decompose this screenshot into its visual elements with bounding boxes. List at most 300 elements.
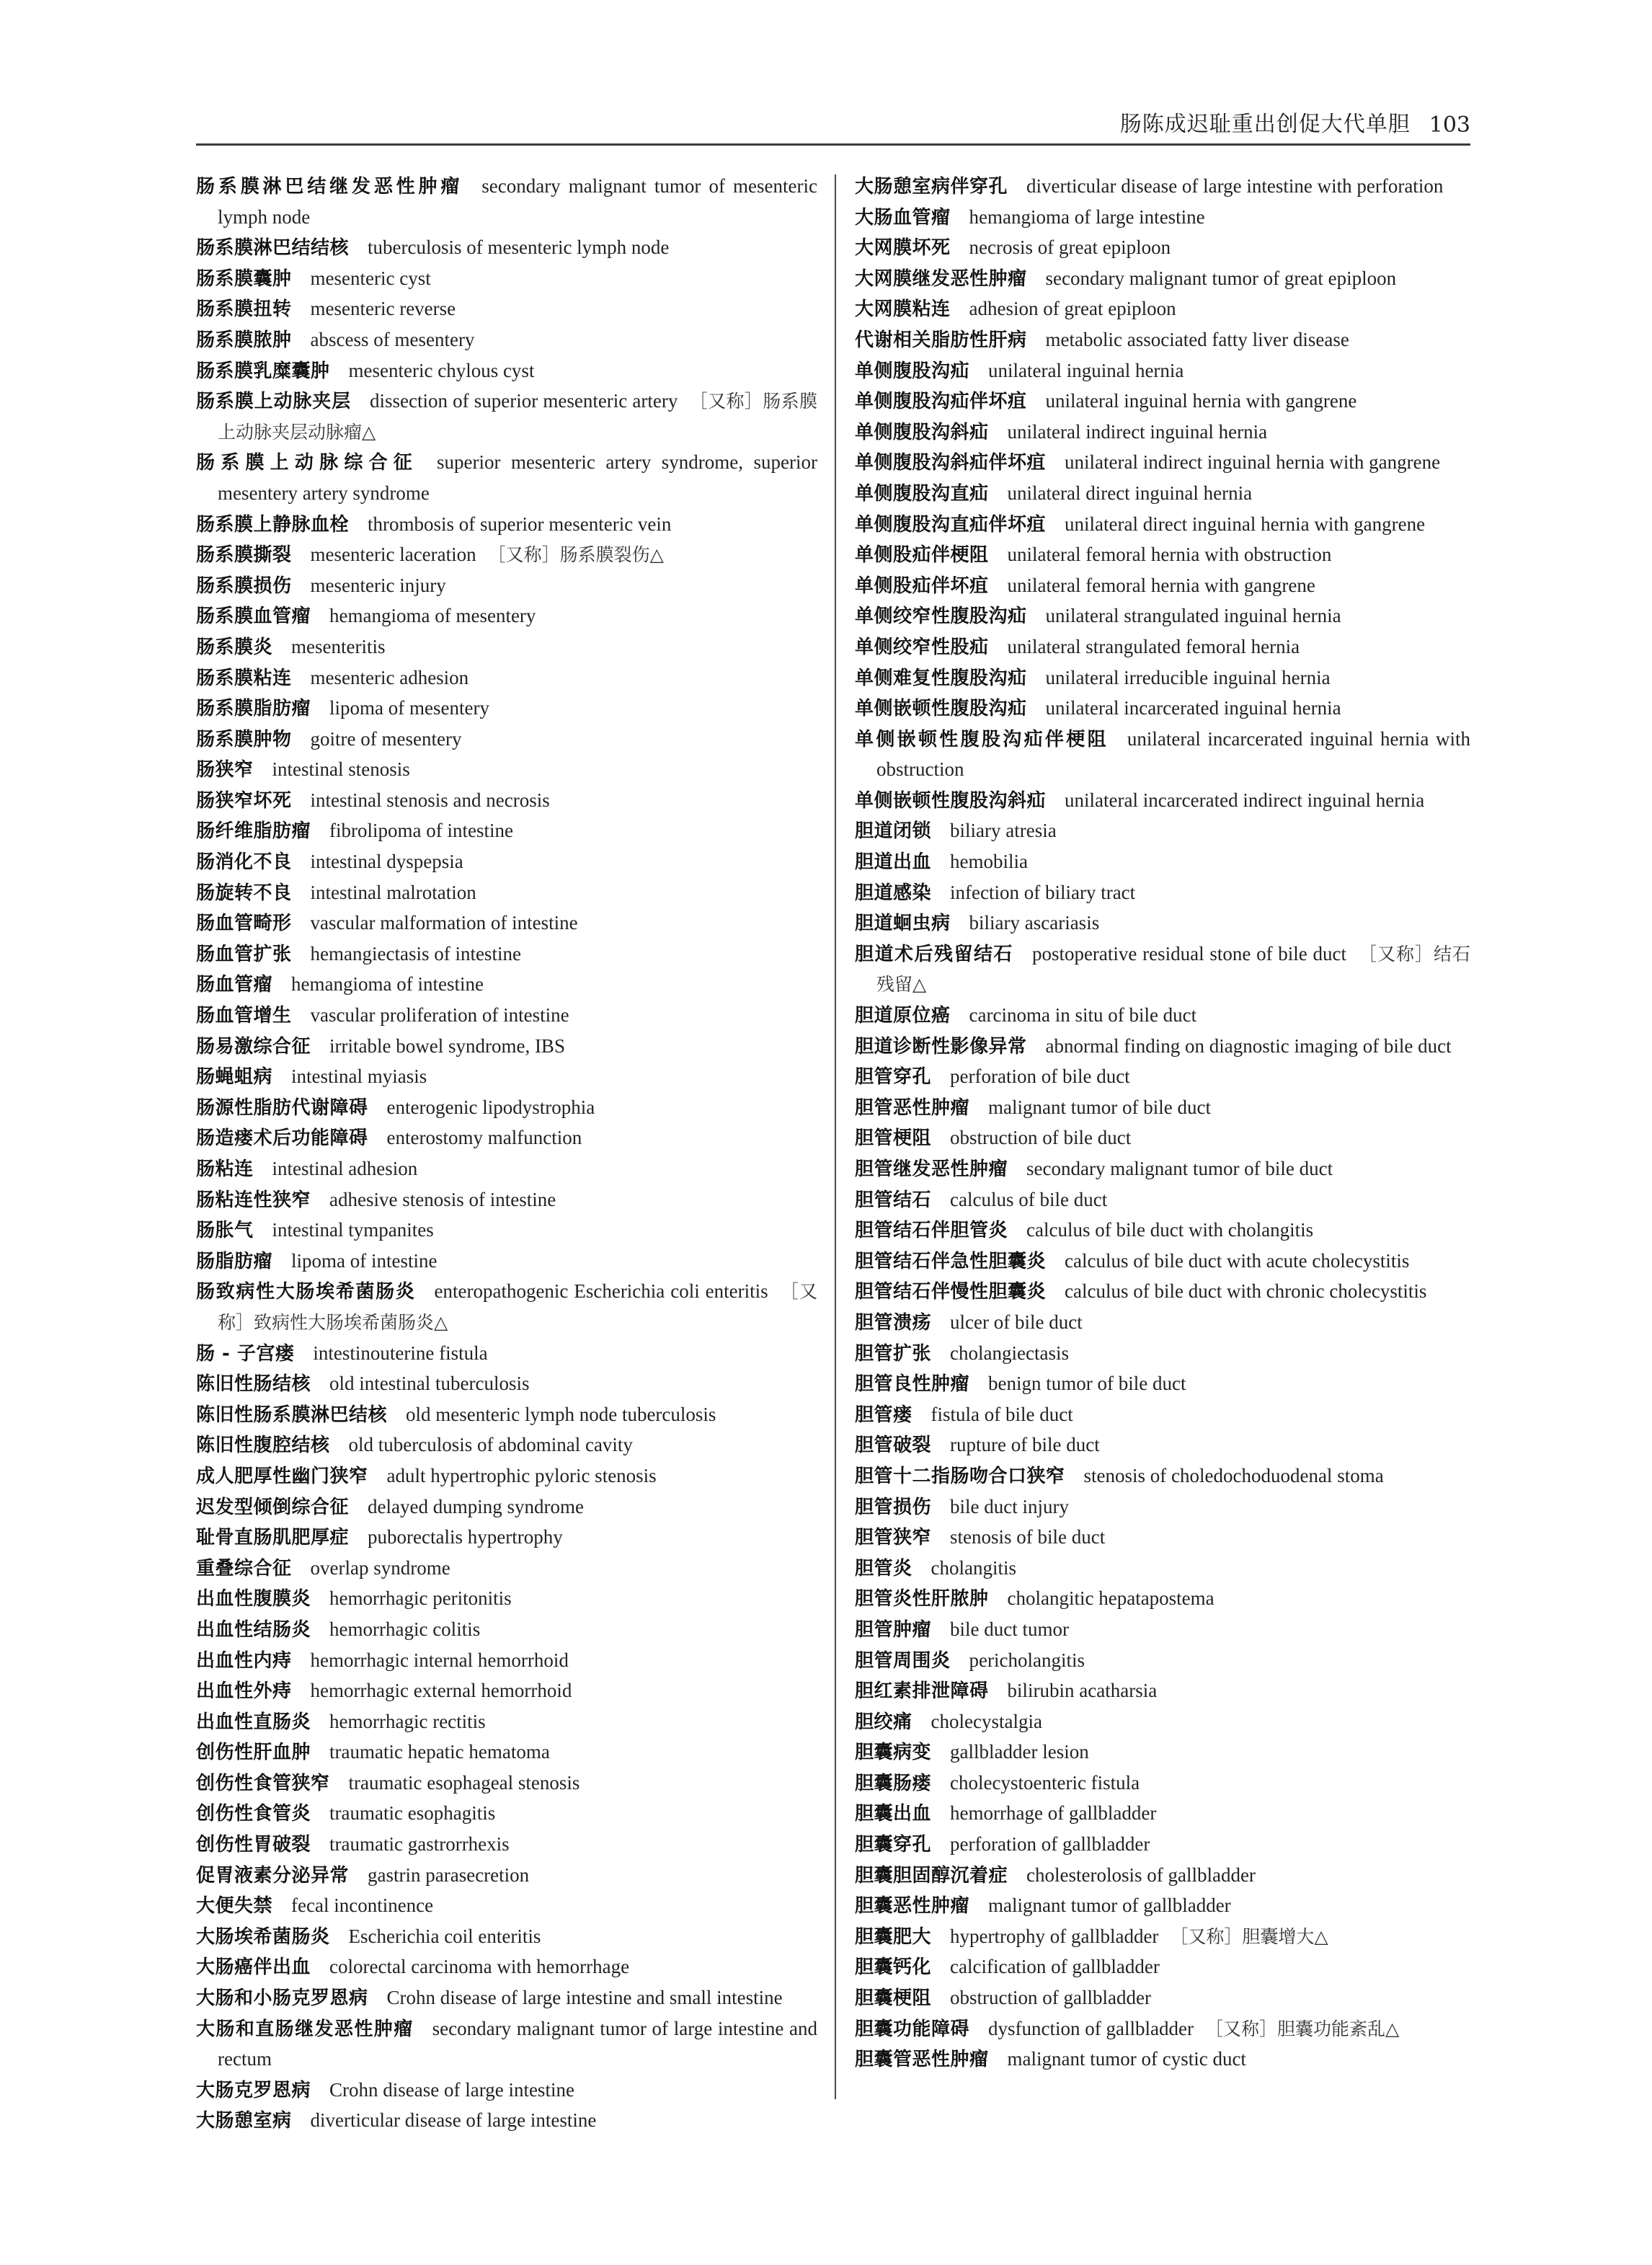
term-english: traumatic hepatic hematoma <box>329 1741 550 1763</box>
glossary-entry <box>855 1584 1470 1615</box>
term-english: stenosis of choledochoduodenal stoma <box>1083 1464 1384 1486</box>
term-english: dissection of superior mesenteric artery <box>370 390 678 412</box>
term-chinese: 胆管破裂 <box>855 1435 932 1457</box>
glossary-entry <box>196 1461 817 1492</box>
term-chinese: 肠旋转不良 <box>196 882 292 904</box>
term-chinese: 大肠埃希菌肠炎 <box>196 1925 330 1948</box>
glossary-entry <box>855 203 1470 234</box>
glossary-entry <box>196 970 817 1001</box>
term-english: calculus of bile duct with cholangitis <box>1026 1219 1314 1241</box>
term-english: intestinal stenosis and necrosis <box>310 789 550 811</box>
term-chinese: 胆管恶性肿瘤 <box>855 1096 970 1119</box>
glossary-entry <box>855 448 1470 479</box>
glossary-entry <box>855 1861 1470 1892</box>
term-chinese: 单侧腹股沟直疝伴坏疽 <box>855 513 1047 536</box>
glossary-entry <box>855 1737 1470 1768</box>
term-chinese: 胆管狭窄 <box>855 1527 932 1549</box>
term-english: infection of biliary tract <box>950 881 1136 903</box>
term-english: unilateral incarcerated indirect inguinal hernia <box>1065 789 1425 811</box>
term-chinese: 大网膜继发恶性肿瘤 <box>855 267 1027 290</box>
glossary-entry <box>196 448 817 509</box>
glossary-entry <box>855 1983 1470 2014</box>
term-chinese: 胆囊肠瘘 <box>855 1772 932 1794</box>
glossary-entry <box>196 1062 817 1093</box>
page-number: 103 <box>1429 112 1470 138</box>
term-chinese: 胆管扩张 <box>855 1342 932 1365</box>
term-chinese: 单侧腹股沟直疝 <box>855 482 989 505</box>
term-english: hemangioma of intestine <box>291 973 484 996</box>
glossary-entry <box>196 2106 817 2137</box>
glossary-entry <box>855 1400 1470 1431</box>
term-english: intestinal adhesion <box>272 1158 418 1179</box>
glossary-entry <box>855 1768 1470 1799</box>
glossary-entry <box>855 1093 1470 1124</box>
term-english: gastrin parasecretion <box>368 1863 530 1886</box>
term-chinese: 胆管损伤 <box>855 1496 932 1518</box>
term-chinese: 肠系膜淋巴结继发恶性肿瘤 <box>196 176 463 198</box>
term-english: hemorrhagic external hemorrhoid <box>310 1680 572 1702</box>
glossary-entry <box>196 510 817 541</box>
term-chinese: 创伤性胃破裂 <box>196 1834 311 1856</box>
term-chinese: 创伤性肝血肿 <box>196 1742 311 1764</box>
term-chinese: 肠粘连性狭窄 <box>196 1189 311 1211</box>
glossary-entry <box>855 386 1470 417</box>
term-chinese: 胆红素排泄障碍 <box>855 1680 989 1703</box>
term-english: intestinal dyspepsia <box>310 851 463 873</box>
term-english: unilateral incarcerated inguinal hernia with obstruction <box>876 727 1470 781</box>
glossary-entry <box>855 724 1470 786</box>
glossary-entry <box>196 1891 817 1922</box>
glossary-entry <box>196 1522 817 1553</box>
glossary-entry <box>196 693 817 724</box>
term-english: fecal incontinence <box>291 1894 434 1917</box>
term-english: unilateral inguinal hernia <box>988 359 1184 381</box>
term-chinese: 成人肥厚性幽门狭窄 <box>196 1465 368 1487</box>
term-chinese: 肠纤维脂肪瘤 <box>196 820 311 843</box>
glossary-entry <box>196 1001 817 1032</box>
glossary-entry <box>855 1339 1470 1370</box>
term-english: pericholangitis <box>969 1649 1085 1671</box>
term-synonym: ［又称］胆囊增大△ <box>1170 1925 1328 1947</box>
term-english: mesenteric reverse <box>310 298 456 320</box>
term-english: adult hypertrophic pyloric stenosis <box>386 1464 657 1486</box>
term-english: enterostomy malfunction <box>386 1127 582 1149</box>
glossary-entry <box>855 540 1470 571</box>
term-english: unilateral direct inguinal hernia <box>1007 482 1253 504</box>
glossary-entry <box>196 632 817 663</box>
term-english: diverticular disease of large intestine with perforation <box>1026 175 1444 197</box>
term-chinese: 胆管炎 <box>855 1557 912 1579</box>
term-chinese: 肠血管瘤 <box>196 974 273 996</box>
glossary-entry <box>196 601 817 632</box>
term-synonym: ［又称］致病性大肠埃希菌肠炎△ <box>218 1281 817 1333</box>
term-english: abscess of mesentery <box>310 328 475 350</box>
glossary-entry <box>196 847 817 878</box>
term-english: puborectalis hypertrophy <box>368 1526 563 1548</box>
term-english: mesenteric laceration <box>310 544 476 566</box>
glossary-entry <box>196 2014 817 2075</box>
term-chinese: 胆管周围炎 <box>855 1649 951 1672</box>
term-chinese: 肠血管畸形 <box>196 913 292 935</box>
term-english: unilateral indirect inguinal hernia with gangrene <box>1065 451 1441 474</box>
glossary-entry <box>196 1615 817 1646</box>
term-english: hemangioma of large intestine <box>969 205 1205 228</box>
term-english: bile duct injury <box>950 1495 1069 1517</box>
term-english: goitre of mesentery <box>310 727 462 750</box>
term-english: mesenteric injury <box>310 574 446 596</box>
term-chinese: 肠系膜肿物 <box>196 728 292 750</box>
glossary-entry <box>196 172 817 233</box>
term-english: traumatic gastrorrhexis <box>329 1833 510 1856</box>
glossary-entry <box>855 1461 1470 1492</box>
term-chinese: 胆道原位癌 <box>855 1005 951 1027</box>
glossary-entry <box>855 908 1470 939</box>
glossary-entry <box>855 571 1470 602</box>
term-english: malignant tumor of bile duct <box>988 1096 1211 1118</box>
glossary-entry <box>196 325 817 356</box>
glossary-entry <box>196 908 817 939</box>
glossary-entry <box>196 386 817 448</box>
term-chinese: 大网膜粘连 <box>855 298 951 321</box>
term-chinese: 胆管结石 <box>855 1189 932 1211</box>
term-english: carcinoma in situ of bile duct <box>969 1004 1197 1027</box>
glossary-entry <box>855 1185 1470 1216</box>
term-english: vascular malformation of intestine <box>310 912 578 934</box>
glossary-entry <box>855 1154 1470 1185</box>
term-english: unilateral inguinal hernia with gangrene <box>1045 390 1357 412</box>
term-english: calculus of bile duct with chronic cholecystitis <box>1065 1280 1427 1303</box>
term-chinese: 胆绞痛 <box>855 1711 912 1733</box>
term-chinese: 肠系膜炎 <box>196 636 273 658</box>
term-chinese: 大肠克罗恩病 <box>196 2079 311 2101</box>
term-english: intestinouterine fistula <box>313 1342 488 1364</box>
glossary-entry <box>855 294 1470 325</box>
glossary-entry <box>855 816 1470 847</box>
term-chinese: 肠胀气 <box>196 1220 254 1242</box>
term-chinese: 肠狭窄 <box>196 759 254 781</box>
term-synonym: ［又称］肠系膜裂伤△ <box>487 544 664 566</box>
glossary-entry <box>855 693 1470 724</box>
term-chinese: 大肠癌伴出血 <box>196 1956 311 1979</box>
term-english: obstruction of bile duct <box>950 1127 1132 1149</box>
term-english: bilirubin acatharsia <box>1007 1680 1158 1702</box>
term-chinese: 单侧腹股沟疝 <box>855 360 970 382</box>
glossary-entry <box>855 1676 1470 1707</box>
glossary-entry <box>196 2075 817 2106</box>
term-chinese: 创伤性食管炎 <box>196 1803 311 1825</box>
term-chinese: 胆管梗阻 <box>855 1127 932 1150</box>
term-english: dysfunction of gallbladder <box>988 2017 1194 2039</box>
term-chinese: 大肠憩室病 <box>196 2110 292 2132</box>
glossary-entry <box>196 1952 817 1983</box>
glossary-entry <box>855 2044 1470 2075</box>
term-english: diverticular disease of large intestine <box>310 2109 597 2132</box>
term-english: enterogenic lipodystrophia <box>386 1096 595 1118</box>
term-english: unilateral strangulated femoral hernia <box>1007 635 1300 657</box>
term-chinese: 肠消化不良 <box>196 851 292 874</box>
glossary-entry <box>855 601 1470 632</box>
term-english: fibrolipoma of intestine <box>329 820 513 842</box>
term-chinese: 肠造瘘术后功能障碍 <box>196 1127 368 1150</box>
term-chinese: 肠 - 子宫瘘 <box>196 1342 295 1365</box>
term-synonym: ［又称］肠系膜上动脉夹层动脉瘤△ <box>218 391 817 443</box>
term-chinese: 出血性直肠炎 <box>196 1711 311 1733</box>
term-english: calculus of bile duct with acute cholecystitis <box>1065 1249 1410 1272</box>
glossary-entry <box>196 1861 817 1892</box>
term-english: mesenteritis <box>291 635 386 657</box>
term-chinese: 肠系膜脓肿 <box>196 329 292 351</box>
term-chinese: 单侧腹股沟斜疝伴坏疽 <box>855 452 1047 474</box>
term-english: unilateral indirect inguinal hernia <box>1007 420 1268 443</box>
glossary-entry <box>855 1277 1470 1308</box>
term-chinese: 肠系膜脂肪瘤 <box>196 698 311 720</box>
glossary-entry <box>855 878 1470 909</box>
term-chinese: 单侧股疝伴梗阻 <box>855 544 989 567</box>
left-column <box>196 172 817 2137</box>
term-chinese: 肠脂肪瘤 <box>196 1250 273 1272</box>
term-english: enteropathogenic Escherichia coli enteritis <box>434 1280 768 1303</box>
term-english: irritable bowel syndrome, IBS <box>329 1034 565 1057</box>
column-divider <box>835 174 836 2099</box>
glossary-entry <box>196 1707 817 1738</box>
glossary-entry <box>196 1983 817 2014</box>
term-chinese: 肠系膜囊肿 <box>196 267 292 290</box>
glossary-entry <box>196 1922 817 1953</box>
term-chinese: 迟发型倾倒综合征 <box>196 1496 350 1518</box>
glossary-entry <box>855 1522 1470 1553</box>
term-chinese: 肠狭窄坏死 <box>196 789 292 812</box>
term-english: hemorrhagic internal hemorrhoid <box>310 1649 569 1671</box>
term-chinese: 肠系膜损伤 <box>196 575 292 597</box>
term-chinese: 胆囊管恶性肿瘤 <box>855 2049 989 2071</box>
glossary-entry <box>855 1369 1470 1400</box>
term-english: tuberculosis of mesenteric lymph node <box>368 236 670 259</box>
term-chinese: 促胃液素分泌异常 <box>196 1864 350 1887</box>
term-english: perforation of bile duct <box>950 1065 1130 1088</box>
glossary-entry <box>196 1215 817 1246</box>
term-english: old intestinal tuberculosis <box>329 1373 530 1395</box>
term-chinese: 肠系膜粘连 <box>196 667 292 689</box>
glossary-entry <box>855 1615 1470 1646</box>
glossary-entry <box>855 1830 1470 1861</box>
glossary-entry <box>855 663 1470 694</box>
glossary-entry <box>855 1922 1470 1953</box>
term-english: superior mesenteric artery syndrome, superior mesentery artery syndrome <box>218 451 817 504</box>
right-column <box>855 172 1470 2075</box>
term-synonym: ［又称］胆囊功能紊乱△ <box>1204 2018 1400 2039</box>
glossary-entry <box>196 233 817 264</box>
term-english: lipoma of intestine <box>291 1249 438 1272</box>
term-chinese: 胆管良性肿瘤 <box>855 1373 970 1396</box>
term-english: unilateral direct inguinal hernia with gangrene <box>1065 513 1426 535</box>
glossary-entry <box>855 1062 1470 1093</box>
term-chinese: 胆道感染 <box>855 882 932 904</box>
header-title: 肠陈成迟耻重出创促大代单胆 <box>1119 112 1411 137</box>
term-english: ulcer of bile duct <box>950 1311 1083 1333</box>
term-english: unilateral femoral hernia with gangrene <box>1007 574 1315 596</box>
term-english: obstruction of gallbladder <box>950 1987 1151 2009</box>
term-chinese: 大便失禁 <box>196 1895 273 1918</box>
term-chinese: 代谢相关脂肪性肝病 <box>855 329 1027 351</box>
term-chinese: 肠系膜扭转 <box>196 298 292 321</box>
glossary-entry <box>196 1430 817 1461</box>
term-english: hemobilia <box>950 851 1028 873</box>
glossary-entry <box>196 1123 817 1154</box>
glossary-entry <box>855 510 1470 541</box>
term-english: secondary malignant tumor of great epiploon <box>1045 267 1397 289</box>
running-header <box>196 105 1470 146</box>
glossary-entry <box>855 1707 1470 1738</box>
term-english: biliary ascariasis <box>969 912 1100 934</box>
glossary-entry <box>196 816 817 847</box>
term-english: secondary malignant tumor of large intestine and rectum <box>218 2017 817 2070</box>
term-english: benign tumor of bile duct <box>988 1373 1186 1395</box>
term-english: mesenteric adhesion <box>310 666 469 688</box>
term-chinese: 胆管溃疡 <box>855 1311 932 1334</box>
glossary-entry <box>196 1676 817 1707</box>
term-chinese: 肠系膜上静脉血栓 <box>196 513 350 536</box>
term-chinese: 创伤性食管狭窄 <box>196 1772 330 1794</box>
term-english: fistula of bile duct <box>931 1403 1073 1425</box>
term-chinese: 单侧嵌顿性腹股沟疝伴梗阻 <box>855 728 1109 750</box>
term-chinese: 单侧股疝伴坏疽 <box>855 575 989 597</box>
glossary-entry <box>196 540 817 571</box>
term-chinese: 出血性结肠炎 <box>196 1618 311 1641</box>
glossary-entry <box>855 632 1470 663</box>
glossary-entry <box>196 663 817 694</box>
glossary-entry <box>855 325 1470 356</box>
term-english: hemorrhagic rectitis <box>329 1710 486 1732</box>
term-english: hemorrhagic peritonitis <box>329 1587 512 1610</box>
term-english: metabolic associated fatty liver disease <box>1045 328 1349 350</box>
term-chinese: 大肠血管瘤 <box>855 206 951 229</box>
glossary-entry <box>855 1553 1470 1584</box>
term-chinese: 肠血管增生 <box>196 1005 292 1027</box>
term-chinese: 大肠憩室病伴穿孔 <box>855 176 1008 198</box>
term-english: secondary malignant tumor of bile duct <box>1026 1158 1333 1179</box>
term-english: thrombosis of superior mesenteric vein <box>368 513 672 535</box>
term-english: hemangioma of mesentery <box>329 605 536 627</box>
term-chinese: 大网膜坏死 <box>855 237 951 260</box>
glossary-entry <box>196 724 817 755</box>
term-english: secondary malignant tumor of mesenteric lymph node <box>218 175 817 228</box>
term-english: old mesenteric lymph node tuberculosis <box>406 1403 716 1425</box>
term-chinese: 胆道术后残留结石 <box>855 943 1013 965</box>
term-chinese: 胆囊梗阻 <box>855 1987 932 2010</box>
term-chinese: 大肠和直肠继发恶性肿瘤 <box>196 2018 414 2040</box>
glossary-entry <box>196 1185 817 1216</box>
term-chinese: 胆囊病变 <box>855 1742 932 1764</box>
glossary-entry <box>196 1768 817 1799</box>
term-english: hemorrhage of gallbladder <box>950 1802 1157 1825</box>
term-chinese: 胆道诊断性影像异常 <box>855 1035 1027 1058</box>
term-chinese: 胆管结石伴急性胆囊炎 <box>855 1250 1047 1272</box>
term-english: traumatic esophageal stenosis <box>348 1771 580 1794</box>
term-chinese: 陈旧性腹腔结核 <box>196 1435 330 1457</box>
term-chinese: 胆囊钙化 <box>855 1956 932 1979</box>
term-chinese: 肠源性脂肪代谢障碍 <box>196 1096 368 1119</box>
glossary-entry <box>196 356 817 387</box>
glossary-entry <box>196 571 817 602</box>
term-chinese: 胆管肿瘤 <box>855 1618 932 1641</box>
term-english: intestinal tympanites <box>272 1219 434 1241</box>
term-english: hypertrophy of gallbladder <box>950 1925 1159 1947</box>
term-chinese: 单侧嵌顿性腹股沟斜疝 <box>855 789 1047 812</box>
glossary-entry <box>196 786 817 817</box>
term-english: mesenteric cyst <box>310 267 431 289</box>
term-synonym: ［又称］结石残留△ <box>876 943 1470 996</box>
term-chinese: 胆管结石伴慢性胆囊炎 <box>855 1281 1047 1303</box>
term-chinese: 单侧难复性腹股沟疝 <box>855 667 1027 689</box>
term-english: cholecystoenteric fistula <box>950 1771 1140 1794</box>
term-english: Crohn disease of large intestine <box>329 2078 574 2101</box>
term-english: malignant tumor of gallbladder <box>988 1894 1231 1917</box>
term-chinese: 胆管炎性肝脓肿 <box>855 1588 989 1610</box>
term-chinese: 肠血管扩张 <box>196 943 292 965</box>
glossary-entry <box>196 1246 817 1277</box>
term-english: delayed dumping syndrome <box>368 1495 584 1517</box>
glossary-entry <box>855 1123 1470 1154</box>
term-english: overlap syndrome <box>310 1556 450 1579</box>
glossary-entry <box>196 1737 817 1768</box>
term-english: cholangiectasis <box>950 1342 1069 1364</box>
term-english: bile duct tumor <box>950 1618 1069 1640</box>
term-chinese: 肠系膜撕裂 <box>196 544 292 567</box>
term-chinese: 单侧绞窄性腹股沟疝 <box>855 606 1027 628</box>
term-chinese: 胆道闭锁 <box>855 820 932 843</box>
term-chinese: 单侧绞窄性股疝 <box>855 636 989 658</box>
term-chinese: 陈旧性肠系膜淋巴结核 <box>196 1404 388 1426</box>
term-chinese: 胆管瘘 <box>855 1404 912 1426</box>
term-chinese: 肠系膜血管瘤 <box>196 606 311 628</box>
term-english: mesenteric chylous cyst <box>348 359 535 381</box>
glossary-entry <box>855 233 1470 264</box>
term-chinese: 胆管结石伴胆管炎 <box>855 1220 1008 1242</box>
term-chinese: 肠系膜上动脉夹层 <box>196 391 352 413</box>
term-english: Crohn disease of large intestine and small intestine <box>386 1987 783 2009</box>
glossary-entry <box>855 1646 1470 1677</box>
term-chinese: 胆管穿孔 <box>855 1066 932 1089</box>
glossary-entry <box>855 1215 1470 1246</box>
term-chinese: 胆囊胆固醇沉着症 <box>855 1864 1008 1887</box>
glossary-entry <box>855 1246 1470 1277</box>
term-english: old tuberculosis of abdominal cavity <box>348 1434 633 1456</box>
glossary-entry <box>196 1646 817 1677</box>
glossary-entry <box>196 1369 817 1400</box>
term-chinese: 胆管继发恶性肿瘤 <box>855 1158 1008 1180</box>
term-english: traumatic esophagitis <box>329 1802 496 1825</box>
glossary-entry <box>855 479 1470 510</box>
term-english: necrosis of great epiploon <box>969 236 1171 259</box>
term-english: calcification of gallbladder <box>950 1956 1160 1978</box>
term-english: cholangitic hepatapostema <box>1007 1587 1214 1610</box>
glossary-entry <box>196 1830 817 1861</box>
glossary-entry <box>196 1492 817 1523</box>
term-chinese: 胆囊肥大 <box>855 1925 932 1948</box>
glossary-entry <box>855 847 1470 878</box>
term-chinese: 肠易激综合征 <box>196 1035 311 1058</box>
term-english: stenosis of bile duct <box>950 1526 1106 1548</box>
term-english: vascular proliferation of intestine <box>310 1004 569 1027</box>
term-chinese: 大肠和小肠克罗恩病 <box>196 1987 368 2010</box>
term-english: intestinal stenosis <box>272 758 410 781</box>
term-english: Escherichia coil enteritis <box>348 1925 541 1947</box>
term-english: cholecystalgia <box>931 1710 1042 1732</box>
glossary-entry <box>855 1952 1470 1983</box>
glossary-entry <box>855 939 1470 1001</box>
term-english: hemangiectasis of intestine <box>310 942 521 965</box>
term-english: intestinal myiasis <box>291 1065 427 1088</box>
